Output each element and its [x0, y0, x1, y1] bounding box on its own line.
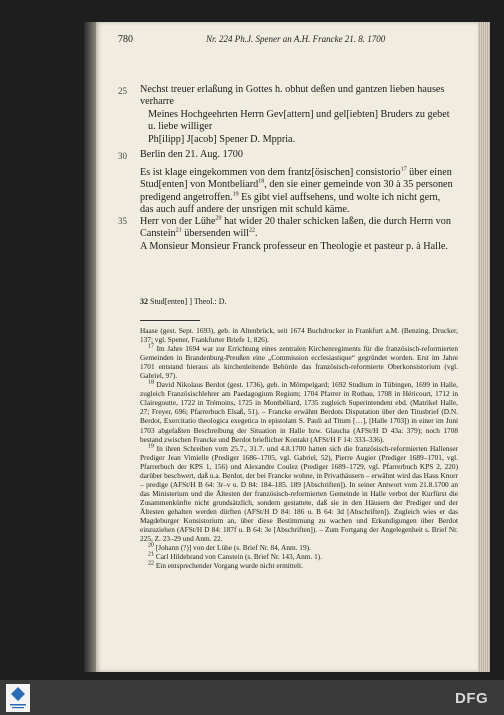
postscript-text: hat wider 20 thaler schicken laßen, die durch Herrn von Canstein: [140, 216, 451, 240]
postscript-2: [140, 216, 456, 241]
line-number: 35: [118, 216, 127, 226]
footnote-number: 22: [148, 560, 154, 567]
postscript-text: über einen Stud[enten] von Montbeliard: [140, 167, 452, 191]
footnote-number: 20: [148, 542, 154, 549]
footnote-number: 18: [148, 379, 154, 386]
postscript-text: .: [255, 228, 258, 240]
address: A Monsieur Monsieur Franck professeur en Theologie et pasteur p. à Halle.: [140, 241, 448, 252]
apparatus-line-ref: 32: [140, 297, 148, 306]
footnote-continuation: Haase (gest. Sept. 1693), geb. in Altenbrück, seit 1674 Buchdrucker in Frankfurt a.M. (Benzing, Drucker, 137; vgl. Spener, Frankfurter Briefe 1, 826).: [140, 326, 458, 345]
footnote-text: [Johann (?)] von der Lühe (s. Brief Nr. 84, Anm. 19).: [155, 543, 311, 553]
line-number: 25: [118, 86, 127, 96]
signature: Ph[ilipp] J[acob] Spener D. Mppria.: [148, 133, 296, 145]
page-number: 780: [118, 34, 133, 45]
postscript-text: Es gibt viel auffsehens, und wolte ich nicht gern, das auch auff andere der unsrigen mit schuld käme.: [140, 191, 441, 216]
letter-closing: [140, 84, 456, 146]
library-logo-icon: [6, 684, 30, 712]
footnote-number: 21: [148, 551, 154, 558]
footnote-17: [140, 344, 458, 380]
apparatus-text: Stud[enten] ] Theol.: D.: [150, 297, 227, 306]
footnote-text: Ein entsprechender Vorgang wurde nicht ermittelt.: [155, 561, 303, 571]
dfg-logo: DFG: [455, 690, 489, 707]
closing-line-1: Nechst treuer erlaßung in Gottes h. obhut deßen und gantzen lieben hauses verharre: [140, 84, 445, 108]
postscript-text: übersenden will: [181, 228, 249, 240]
footnote-22: [140, 561, 458, 570]
footnote-text: In ihren Schreiben vom 25.7., 31.7. und 4.8.1700 hatten sich die französisch-reformierten Hallenser Prediger Jean Vimielle (Prediger 1686–1705, vgl. Gabriel, 52), Pierre Augier (Prediger 1689–1701, vgl. Pfarrerbuch der KPS 1, 156) und Alexandre Coulez (Prediger 1689–1729, vgl. Pfarrerbuch KPS 2, 220) darüber beschwert, daß u.a. Berdot, der bei Francke wohne, in Privathäusern – erwähnt wird das Haus Knorr – predige (AFSt/H B 64: 3r–v u. D 84: 184–185. 189 [Abschriften]). In seiner Antwort vom 21.8.1700 an das Ministerium und die Ältesten der französisch-reformierten Gemeinde in Halle verbot der Kurfürst die Zusammenkünfte nicht grundsätzlich, sondern gestattete, daß sie in den Häusern der Prediger und der Ältesten gehalten werden dürften (AFSt/H D 84: 186 u. B 64: 3d [Abschriften]). Zugleich wies er das Magdeburger Konsistorium an, über diese Bestimmung zu wachen und Erkundigungen über Berdot einzuziehen (AFSt/H D 84: 187f u. B 64: 3e [Abschriften]). – Zum Fortgang der Angelegenheit s. Brief Nr. 225, Z. 23–29 und Anm. 22.: [140, 443, 458, 544]
closing-line-2: Meines Hochgeehrten Herrn Gev[attern] und gel[iebten] Bruders zu gebet u. liebe williger: [148, 108, 450, 133]
footnote-19: [140, 444, 458, 544]
footnote-20: [140, 543, 458, 552]
critical-apparatus: [140, 297, 458, 306]
postscript-text: , den sie einer gemeinde von 30 à 35 personen predigend angetroffen.: [140, 179, 453, 203]
viewer-footer: [0, 680, 504, 715]
footnote-text: Carl Hildebrand von Canstein (s. Brief Nr. 143, Anm. 1).: [155, 552, 323, 562]
footnote-number: 17: [148, 343, 154, 350]
footnote-number: 19: [148, 443, 154, 450]
book-gutter: [84, 22, 96, 672]
footnote-text: Im Jahre 1694 war zur Errichtung eines zentralen Kirchenregiments für die französisch-reformierten Gemeinden in Brandenburg-Preußen eine „Commission ecclesiastique“ gegründet worden. Erst im Jahre 1701 entstand hieraus als kirchenleitende Behörde das französisch-reformierte Oberkonsistorium (vgl. Gabriel, 97).: [140, 344, 458, 381]
footnote-18: [140, 380, 458, 443]
footnotes: [140, 326, 458, 570]
footnote-ref: 21: [175, 228, 182, 235]
postscript-text: Herr von der Lühe: [140, 216, 216, 227]
postscript-text: Es ist klage eingekommen von dem frantz[ösischen] consistorio: [140, 167, 401, 178]
letter-date: [140, 149, 456, 161]
address-line: [140, 241, 456, 253]
footnote-text: David Nikolaus Berdot (gest. 1736), geb. in Mömpelgard; 1692 Studium in Tübingen, 1699 in Halle, zugleich Französischlehrer am Paedagogium Regium; 1704 Pfarrer in Rothau, 1708 in Héricourt, 1712 in Clairegoutte, 1722 in Trémoins, 1725 in Montbéliard, 1735 zugleich Superintendent ebd. (Matrikel Halle, 27; Freyer, 696; Pfarrerbuch Elsaß, 51). – Francke erwähnt Berdots Disputation über den Titusbrief (D.N. Berdot, Exercitatio theologica exegetica in epistolam S. Pauli ad Titum […], [Halle 1703]) in einer im Juni 1703 abgefaßten Beschreibung der Situation in Halle bzw. Glaucha (AFSt/H D 43a: 379); noch 1708 bestand zwischen Francke und Berdot brieflicher Kontakt (AFSt/H F 14: 333–336).: [140, 380, 459, 444]
footnote-ref: 17: [400, 166, 407, 173]
line-number: 30: [118, 151, 127, 161]
running-head: Nr. 224 Ph.J. Spener an A.H. Francke 21. 8. 1700: [206, 34, 386, 44]
footnote-21: [140, 552, 458, 561]
page-edges: [478, 22, 490, 672]
date-line: Berlin den 21. Aug. 1700: [140, 149, 243, 160]
footnote-rule: [140, 320, 200, 321]
footnote-ref: 18: [258, 179, 265, 186]
postscript-1: [140, 167, 456, 217]
footnote-ref: 22: [249, 228, 255, 235]
footnote-ref: 20: [215, 215, 222, 222]
footnote-ref: 19: [232, 191, 239, 198]
